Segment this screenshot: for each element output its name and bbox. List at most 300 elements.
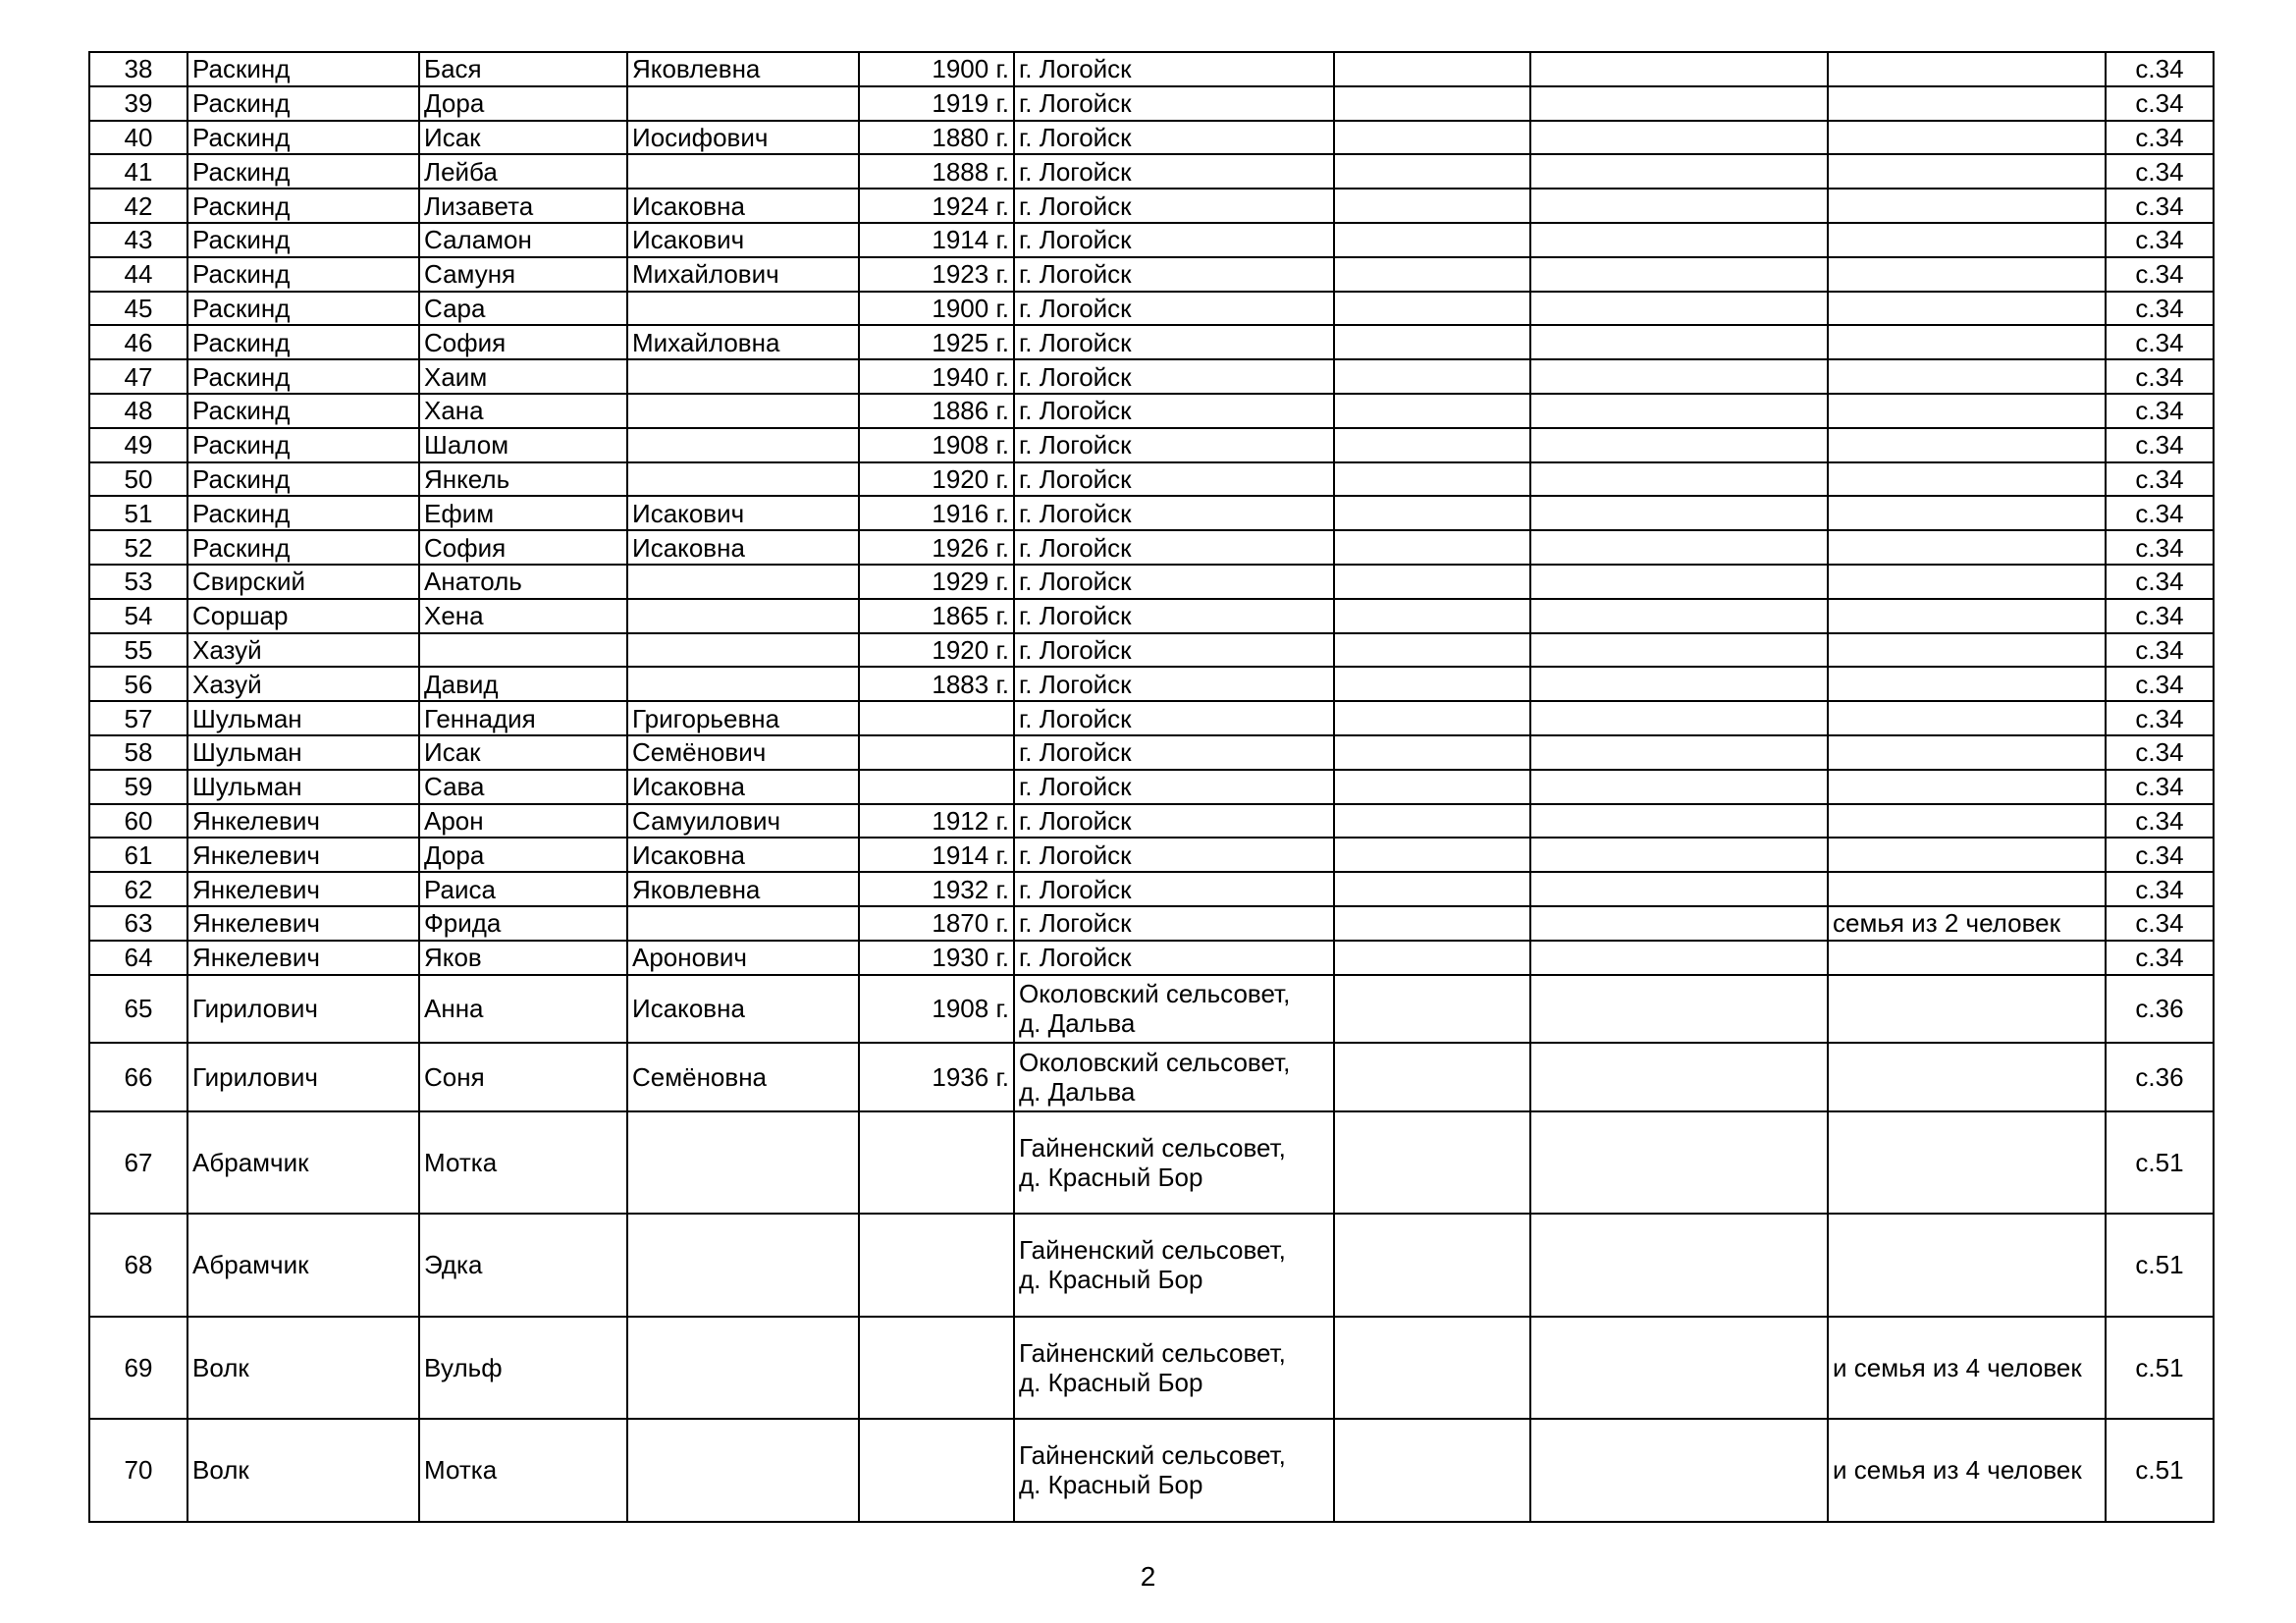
note-cell — [1828, 52, 2106, 86]
source-page-cell: с.34 — [2106, 462, 2214, 497]
blank-cell — [1530, 86, 1828, 121]
blank-cell — [1530, 941, 1828, 975]
surname-cell: Раскинд — [187, 530, 419, 565]
source-page-cell: с.34 — [2106, 804, 2214, 839]
source-page-cell: с.34 — [2106, 86, 2214, 121]
blank-cell — [1530, 223, 1828, 257]
patronymic-cell: Исаковна — [627, 975, 859, 1044]
first-name-cell: Лейба — [419, 154, 627, 189]
first-name-cell: Арон — [419, 804, 627, 839]
place-line: г. Логойск — [1019, 601, 1132, 631]
blank-cell — [1334, 1214, 1530, 1317]
note-cell — [1828, 872, 2106, 906]
place-cell — [1014, 325, 1334, 359]
birth-year-cell — [859, 701, 1014, 735]
blank-cell — [1530, 121, 1828, 155]
surname-cell: Гирилович — [187, 1043, 419, 1111]
source-page-cell: с.51 — [2106, 1111, 2214, 1215]
place-cell — [1014, 1214, 1334, 1317]
blank-cell — [1334, 599, 1530, 633]
surname-cell: Раскинд — [187, 292, 419, 326]
patronymic-cell: Аронович — [627, 941, 859, 975]
blank-cell — [1334, 223, 1530, 257]
note-cell — [1828, 292, 2106, 326]
row-number: 70 — [89, 1419, 187, 1522]
place-line: г. Логойск — [1019, 430, 1132, 460]
place-line: г. Логойск — [1019, 293, 1132, 323]
surname-cell: Раскинд — [187, 428, 419, 462]
table-row — [89, 667, 2214, 701]
patronymic-cell — [627, 359, 859, 394]
blank-cell — [1334, 325, 1530, 359]
place-line: д. Дальва — [1019, 1076, 1136, 1107]
patronymic-cell — [627, 428, 859, 462]
blank-cell — [1530, 838, 1828, 872]
first-name-cell: София — [419, 325, 627, 359]
surname-cell: Раскинд — [187, 496, 419, 530]
place-line: Гайненский сельсовет, — [1019, 1235, 1286, 1266]
patronymic-cell: Михайлович — [627, 257, 859, 292]
place-line: г. Логойск — [1019, 669, 1132, 699]
table-row — [89, 1317, 2214, 1420]
place-cell — [1014, 1317, 1334, 1420]
surname-cell: Раскинд — [187, 257, 419, 292]
note-cell — [1828, 667, 2106, 701]
surname-cell: Гирилович — [187, 975, 419, 1044]
blank-cell — [1334, 667, 1530, 701]
blank-cell — [1530, 359, 1828, 394]
blank-cell — [1334, 428, 1530, 462]
place-line: г. Логойск — [1019, 737, 1132, 768]
row-number: 55 — [89, 633, 187, 668]
source-page-cell: с.34 — [2106, 121, 2214, 155]
table-row — [89, 735, 2214, 770]
birth-year-cell: 1919 г. — [859, 86, 1014, 121]
surname-cell: Свирский — [187, 565, 419, 599]
birth-year-cell — [859, 1214, 1014, 1317]
source-page-cell: с.34 — [2106, 189, 2214, 223]
place-line: д. Красный Бор — [1019, 1367, 1203, 1397]
blank-cell — [1334, 496, 1530, 530]
source-page-cell: с.34 — [2106, 52, 2214, 86]
first-name-cell: Фрида — [419, 906, 627, 941]
birth-year-cell: 1865 г. — [859, 599, 1014, 633]
row-number: 47 — [89, 359, 187, 394]
patronymic-cell: Иосифович — [627, 121, 859, 155]
first-name-cell: Вульф — [419, 1317, 627, 1420]
place-cell — [1014, 394, 1334, 428]
table-row — [89, 428, 2214, 462]
blank-cell — [1530, 906, 1828, 941]
blank-cell — [1530, 292, 1828, 326]
blank-cell — [1530, 872, 1828, 906]
place-line: г. Логойск — [1019, 361, 1132, 392]
place-line: г. Логойск — [1019, 567, 1132, 597]
source-page-cell: с.34 — [2106, 872, 2214, 906]
place-line: г. Логойск — [1019, 156, 1132, 187]
blank-cell — [1530, 325, 1828, 359]
surname-cell: Хазуй — [187, 667, 419, 701]
patronymic-cell — [627, 462, 859, 497]
blank-cell — [1530, 530, 1828, 565]
place-line: д. Красный Бор — [1019, 1470, 1203, 1500]
place-line: Гайненский сельсовет, — [1019, 1337, 1286, 1368]
note-cell — [1828, 530, 2106, 565]
birth-year-cell: 1914 г. — [859, 838, 1014, 872]
note-cell — [1828, 599, 2106, 633]
birth-year-cell: 1900 г. — [859, 292, 1014, 326]
place-line: г. Логойск — [1019, 805, 1132, 836]
table-row — [89, 121, 2214, 155]
birth-year-cell: 1926 г. — [859, 530, 1014, 565]
blank-cell — [1334, 872, 1530, 906]
place-cell — [1014, 770, 1334, 804]
note-cell — [1828, 1043, 2106, 1111]
blank-cell — [1334, 292, 1530, 326]
surname-cell: Раскинд — [187, 86, 419, 121]
patronymic-cell: Семёновна — [627, 1043, 859, 1111]
table-row — [89, 1043, 2214, 1111]
place-cell — [1014, 52, 1334, 86]
birth-year-cell: 1932 г. — [859, 872, 1014, 906]
birth-year-cell — [859, 1111, 1014, 1215]
place-cell — [1014, 86, 1334, 121]
birth-year-cell: 1930 г. — [859, 941, 1014, 975]
source-page-cell: с.36 — [2106, 975, 2214, 1044]
birth-year-cell: 1888 г. — [859, 154, 1014, 189]
surname-cell: Раскинд — [187, 359, 419, 394]
birth-year-cell: 1929 г. — [859, 565, 1014, 599]
first-name-cell: Раиса — [419, 872, 627, 906]
patronymic-cell — [627, 1419, 859, 1522]
victims-table — [88, 51, 2215, 1523]
place-line: г. Логойск — [1019, 634, 1132, 665]
first-name-cell: Янкель — [419, 462, 627, 497]
place-cell — [1014, 223, 1334, 257]
blank-cell — [1334, 633, 1530, 668]
row-number: 38 — [89, 52, 187, 86]
table-row — [89, 838, 2214, 872]
birth-year-cell: 1924 г. — [859, 189, 1014, 223]
surname-cell: Раскинд — [187, 325, 419, 359]
table-row — [89, 1419, 2214, 1522]
surname-cell: Раскинд — [187, 154, 419, 189]
birth-year-cell: 1920 г. — [859, 633, 1014, 668]
birth-year-cell — [859, 770, 1014, 804]
row-number: 59 — [89, 770, 187, 804]
patronymic-cell: Григорьевна — [627, 701, 859, 735]
blank-cell — [1530, 667, 1828, 701]
table-row — [89, 154, 2214, 189]
place-cell — [1014, 975, 1334, 1044]
blank-cell — [1530, 1214, 1828, 1317]
source-page-cell: с.34 — [2106, 428, 2214, 462]
first-name-cell: Саламон — [419, 223, 627, 257]
blank-cell — [1334, 838, 1530, 872]
patronymic-cell: Исакович — [627, 496, 859, 530]
first-name-cell: Исак — [419, 735, 627, 770]
blank-cell — [1530, 189, 1828, 223]
note-cell — [1828, 838, 2106, 872]
blank-cell — [1334, 1317, 1530, 1420]
blank-cell — [1334, 770, 1530, 804]
table-row — [89, 975, 2214, 1044]
table-row — [89, 223, 2214, 257]
note-cell — [1828, 1111, 2106, 1215]
table-row — [89, 52, 2214, 86]
place-cell — [1014, 599, 1334, 633]
table-row — [89, 565, 2214, 599]
table-row — [89, 257, 2214, 292]
birth-year-cell: 1916 г. — [859, 496, 1014, 530]
first-name-cell: Ефим — [419, 496, 627, 530]
first-name-cell: Анна — [419, 975, 627, 1044]
birth-year-cell: 1912 г. — [859, 804, 1014, 839]
blank-cell — [1334, 941, 1530, 975]
surname-cell: Раскинд — [187, 223, 419, 257]
row-number: 53 — [89, 565, 187, 599]
place-line: г. Логойск — [1019, 874, 1132, 904]
blank-cell — [1530, 428, 1828, 462]
patronymic-cell — [627, 154, 859, 189]
patronymic-cell — [627, 292, 859, 326]
surname-cell: Шульман — [187, 701, 419, 735]
row-number: 42 — [89, 189, 187, 223]
blank-cell — [1334, 462, 1530, 497]
note-cell — [1828, 428, 2106, 462]
blank-cell — [1334, 154, 1530, 189]
birth-year-cell: 1908 г. — [859, 428, 1014, 462]
place-line: Околовский сельсовет, — [1019, 1047, 1291, 1077]
patronymic-cell — [627, 1317, 859, 1420]
place-line: д. Дальва — [1019, 1008, 1136, 1039]
first-name-cell: Дора — [419, 838, 627, 872]
table-row — [89, 1111, 2214, 1215]
table-row — [89, 906, 2214, 941]
note-cell — [1828, 86, 2106, 121]
patronymic-cell — [627, 86, 859, 121]
source-page-cell: с.34 — [2106, 735, 2214, 770]
row-number: 69 — [89, 1317, 187, 1420]
table-row — [89, 86, 2214, 121]
blank-cell — [1334, 1043, 1530, 1111]
blank-cell — [1334, 530, 1530, 565]
patronymic-cell: Исаковна — [627, 530, 859, 565]
birth-year-cell: 1886 г. — [859, 394, 1014, 428]
patronymic-cell: Исакович — [627, 223, 859, 257]
row-number: 49 — [89, 428, 187, 462]
place-cell — [1014, 428, 1334, 462]
patronymic-cell: Семёнович — [627, 735, 859, 770]
table-row — [89, 530, 2214, 565]
place-cell — [1014, 701, 1334, 735]
source-page-cell: с.34 — [2106, 838, 2214, 872]
patronymic-cell: Исаковна — [627, 189, 859, 223]
place-cell — [1014, 359, 1334, 394]
place-line: г. Логойск — [1019, 259, 1132, 290]
place-line: г. Логойск — [1019, 463, 1132, 494]
surname-cell: Волк — [187, 1317, 419, 1420]
note-cell: и семья из 4 человек — [1828, 1317, 2106, 1420]
place-line: г. Логойск — [1019, 908, 1132, 939]
place-line: г. Логойск — [1019, 498, 1132, 528]
source-page-cell: с.34 — [2106, 633, 2214, 668]
table-row — [89, 770, 2214, 804]
source-page-cell: с.34 — [2106, 565, 2214, 599]
blank-cell — [1530, 1419, 1828, 1522]
source-page-cell: с.34 — [2106, 667, 2214, 701]
source-page-cell: с.34 — [2106, 530, 2214, 565]
table-row — [89, 359, 2214, 394]
surname-cell: Раскинд — [187, 394, 419, 428]
row-number: 40 — [89, 121, 187, 155]
table-row — [89, 496, 2214, 530]
first-name-cell: Мотка — [419, 1111, 627, 1215]
place-cell — [1014, 496, 1334, 530]
first-name-cell: София — [419, 530, 627, 565]
blank-cell — [1334, 394, 1530, 428]
blank-cell — [1334, 1419, 1530, 1522]
blank-cell — [1530, 1043, 1828, 1111]
first-name-cell: Шалом — [419, 428, 627, 462]
source-page-cell: с.34 — [2106, 154, 2214, 189]
blank-cell — [1334, 189, 1530, 223]
surname-cell: Янкелевич — [187, 838, 419, 872]
place-line: г. Логойск — [1019, 943, 1132, 973]
table-row — [89, 292, 2214, 326]
surname-cell: Соршар — [187, 599, 419, 633]
note-cell — [1828, 154, 2106, 189]
row-number: 57 — [89, 701, 187, 735]
row-number: 50 — [89, 462, 187, 497]
birth-year-cell: 1940 г. — [859, 359, 1014, 394]
note-cell — [1828, 121, 2106, 155]
place-cell — [1014, 804, 1334, 839]
surname-cell: Волк — [187, 1419, 419, 1522]
blank-cell — [1334, 86, 1530, 121]
first-name-cell: Хана — [419, 394, 627, 428]
note-cell — [1828, 462, 2106, 497]
note-cell — [1828, 975, 2106, 1044]
birth-year-cell: 1900 г. — [859, 52, 1014, 86]
surname-cell: Хазуй — [187, 633, 419, 668]
row-number: 52 — [89, 530, 187, 565]
source-page-cell: с.51 — [2106, 1317, 2214, 1420]
table-row — [89, 462, 2214, 497]
first-name-cell: Бася — [419, 52, 627, 86]
surname-cell: Шульман — [187, 735, 419, 770]
place-line: г. Логойск — [1019, 703, 1132, 733]
birth-year-cell — [859, 1317, 1014, 1420]
surname-cell: Абрамчик — [187, 1214, 419, 1317]
note-cell — [1828, 701, 2106, 735]
row-number: 44 — [89, 257, 187, 292]
patronymic-cell: Исаковна — [627, 838, 859, 872]
birth-year-cell: 1925 г. — [859, 325, 1014, 359]
surname-cell: Янкелевич — [187, 872, 419, 906]
blank-cell — [1334, 565, 1530, 599]
patronymic-cell — [627, 633, 859, 668]
blank-cell — [1530, 394, 1828, 428]
first-name-cell: Сара — [419, 292, 627, 326]
table-row — [89, 394, 2214, 428]
first-name-cell: Эдка — [419, 1214, 627, 1317]
place-line: г. Логойск — [1019, 327, 1132, 357]
place-cell — [1014, 735, 1334, 770]
page-number: 2 — [1140, 1561, 1156, 1592]
blank-cell — [1334, 906, 1530, 941]
place-cell — [1014, 530, 1334, 565]
row-number: 45 — [89, 292, 187, 326]
row-number: 46 — [89, 325, 187, 359]
row-number: 61 — [89, 838, 187, 872]
source-page-cell: с.34 — [2106, 906, 2214, 941]
patronymic-cell — [627, 1111, 859, 1215]
note-cell — [1828, 633, 2106, 668]
birth-year-cell: 1914 г. — [859, 223, 1014, 257]
place-cell — [1014, 121, 1334, 155]
blank-cell — [1334, 975, 1530, 1044]
place-line: г. Логойск — [1019, 190, 1132, 221]
surname-cell: Раскинд — [187, 189, 419, 223]
row-number: 43 — [89, 223, 187, 257]
first-name-cell: Лизавета — [419, 189, 627, 223]
source-page-cell: с.51 — [2106, 1214, 2214, 1317]
source-page-cell: с.34 — [2106, 599, 2214, 633]
surname-cell: Раскинд — [187, 462, 419, 497]
blank-cell — [1334, 257, 1530, 292]
birth-year-cell: 1883 г. — [859, 667, 1014, 701]
source-page-cell: с.34 — [2106, 394, 2214, 428]
row-number: 41 — [89, 154, 187, 189]
blank-cell — [1530, 1317, 1828, 1420]
surname-cell: Янкелевич — [187, 804, 419, 839]
surname-cell: Шульман — [187, 770, 419, 804]
source-page-cell: с.34 — [2106, 770, 2214, 804]
first-name-cell: Мотка — [419, 1419, 627, 1522]
blank-cell — [1530, 804, 1828, 839]
blank-cell — [1530, 1111, 1828, 1215]
first-name-cell: Хаим — [419, 359, 627, 394]
blank-cell — [1530, 633, 1828, 668]
blank-cell — [1530, 496, 1828, 530]
patronymic-cell — [627, 394, 859, 428]
first-name-cell: Исак — [419, 121, 627, 155]
first-name-cell: Геннадия — [419, 701, 627, 735]
row-number: 48 — [89, 394, 187, 428]
birth-year-cell: 1870 г. — [859, 906, 1014, 941]
first-name-cell: Дора — [419, 86, 627, 121]
row-number: 65 — [89, 975, 187, 1044]
birth-year-cell: 1908 г. — [859, 975, 1014, 1044]
note-cell — [1828, 394, 2106, 428]
birth-year-cell — [859, 1419, 1014, 1522]
blank-cell — [1530, 975, 1828, 1044]
place-line: г. Логойск — [1019, 532, 1132, 563]
note-cell — [1828, 1214, 2106, 1317]
blank-cell — [1530, 565, 1828, 599]
note-cell — [1828, 804, 2106, 839]
note-cell — [1828, 565, 2106, 599]
surname-cell: Янкелевич — [187, 906, 419, 941]
patronymic-cell: Исаковна — [627, 770, 859, 804]
row-number: 67 — [89, 1111, 187, 1215]
blank-cell — [1530, 770, 1828, 804]
place-cell — [1014, 154, 1334, 189]
blank-cell — [1334, 121, 1530, 155]
place-line: г. Логойск — [1019, 396, 1132, 426]
place-cell — [1014, 565, 1334, 599]
